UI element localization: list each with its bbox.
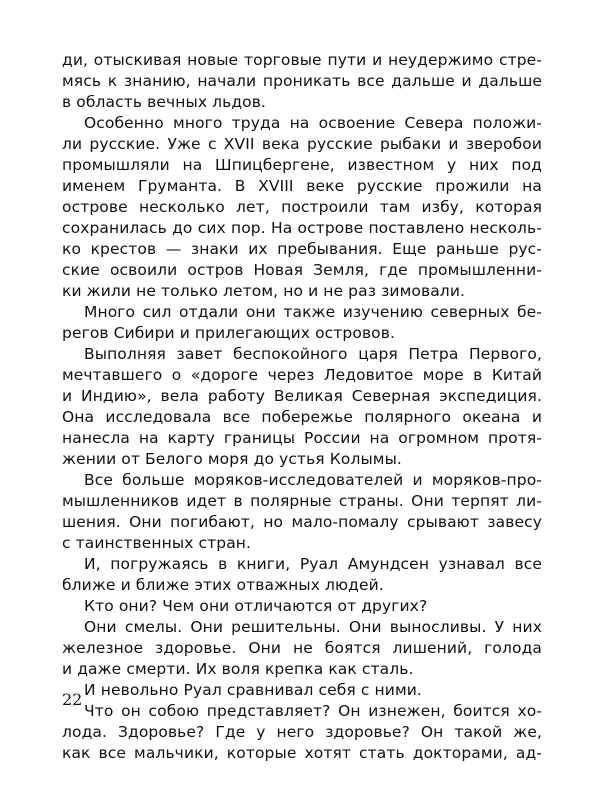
text-line: шения. Они погибают, но мало-помалу срывают завесу: [62, 513, 542, 531]
text-line: с таинственных стран.: [62, 534, 252, 552]
text-line: ки жили не только летом, но и не раз зимовали.: [62, 282, 466, 300]
text-line: регов Сибири и прилегающих островов.: [62, 324, 396, 342]
text-line: в область вечных льдов.: [62, 93, 267, 111]
text-line: И невольно Руал сравнивал себя с ними.: [84, 681, 422, 699]
text-line: нанесла на карту границы России на огромном протя-: [62, 429, 542, 447]
text-line: жении от Белого моря до устья Колымы.: [62, 450, 402, 468]
text-line: Что он собою представляет? Он изнежен, боится хо-: [84, 702, 542, 720]
text-line: острове несколько лет, построили там избу, которая: [62, 198, 542, 216]
text-line: мечтавшего о «дороге через Ледовитое море в Китай: [62, 366, 542, 384]
text-line: мышленников идет в полярные страны. Они терпят ли-: [62, 492, 542, 510]
text-line: Все больше моряков-исследователей и моряков-про-: [84, 471, 542, 489]
text-line: Выполняя завет беспокойного царя Петра Первого,: [84, 345, 542, 363]
page-text-block: [62, 50, 542, 764]
text-line: Особенно много труда на освоение Севера положи-: [84, 114, 542, 132]
text-line: Много сил отдали они также изучению северных бе-: [84, 303, 542, 321]
text-line: мясь к знанию, начали проникать все дальше и дальше: [62, 72, 542, 90]
text-line: промышляли на Шпицбергене, известном у них под: [62, 156, 542, 174]
text-line: лода. Здоровье? Где у него здоровье? Он такой же,: [62, 723, 542, 741]
text-line: ди, отыскивая новые торговые пути и неудержимо стре-: [62, 51, 542, 69]
text-line: сохранилась до сих пор. На острове поставлено несколь-: [62, 219, 542, 237]
text-line: как все мальчики, которые хотят стать докторами, ад-: [62, 744, 542, 762]
text-line: именем Груманта. В XVIII веке русские прожили на: [62, 177, 542, 195]
text-line: и Индию», вела работу Великая Северная экспедиция.: [62, 387, 542, 405]
text-line: ские освоили остров Новая Земля, где промышленни-: [62, 261, 542, 279]
text-line: железное здоровье. Они не боятся лишений, голода: [62, 639, 542, 657]
text-line: и даже смерти. Их воля крепка как сталь.: [62, 660, 414, 678]
text-line: Она исследовала все побережье полярного океана и: [62, 408, 542, 426]
page-number: 22: [62, 690, 83, 709]
text-line: Они смелы. Они решительны. Они выносливы. У них: [84, 618, 542, 636]
text-line: ко крестов — знаки их пребывания. Еще раньше рус-: [62, 240, 542, 258]
text-line: И, погружаясь в книги, Руал Амундсен узнавал все: [84, 555, 542, 573]
text-line: Кто они? Чем они отличаются от других?: [84, 597, 428, 615]
text-line: ближе и ближе этих отважных людей.: [62, 576, 384, 594]
text-line: ли русские. Уже с XVII века русские рыбаки и зверобои: [62, 135, 542, 153]
